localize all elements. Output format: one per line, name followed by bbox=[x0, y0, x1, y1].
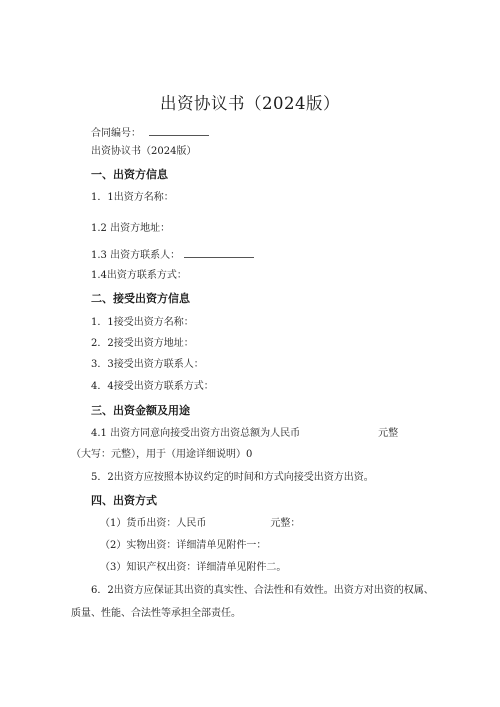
amount-unit: 元整 bbox=[378, 428, 399, 439]
investor-contact-method-line: 1.4出资方联系方式： bbox=[91, 270, 187, 281]
section-4-heading: 四、出资方式 bbox=[91, 494, 157, 507]
contract-number-blank bbox=[149, 124, 209, 136]
in-kind-contribution-line: （2）实物出资：详细清单见附件一： bbox=[100, 540, 267, 551]
section-3-heading: 三、出资金额及用途 bbox=[91, 404, 190, 417]
investor-contact-blank bbox=[184, 246, 254, 258]
cash-contribution-label: （1）货币出资：人民币 bbox=[100, 518, 207, 529]
investor-name-line: 1．1出资方名称： bbox=[91, 192, 174, 203]
section-2-heading: 二、接受出资方信息 bbox=[91, 292, 190, 305]
section-1-heading: 一、出资方信息 bbox=[91, 168, 168, 181]
payment-terms-line: 5．2出资方应按照本协议约定的时间和方式向接受出资方出资。 bbox=[91, 472, 374, 483]
amount-text: 4.1 出资方同意向接受出资方出资总额为人民币 bbox=[91, 428, 301, 439]
cash-contribution-line bbox=[100, 517, 300, 531]
amount-line bbox=[91, 427, 398, 441]
contract-number-line bbox=[91, 124, 209, 141]
recipient-contact-line: 3．3接受出资方联系人： bbox=[91, 359, 204, 370]
warranty-paragraph-line-2: 质量、性能、合法性等承担全部责任。 bbox=[71, 608, 241, 619]
cash-contribution-unit: 元整： bbox=[270, 518, 301, 529]
document-subtitle: 出资协议书（2024版） bbox=[91, 146, 197, 157]
recipient-address-line: 2．2接受出资方地址： bbox=[91, 338, 194, 349]
recipient-contact-method-line: 4．4接受出资方联系方式： bbox=[91, 381, 214, 392]
recipient-name-line: 1．1接受出资方名称： bbox=[91, 317, 194, 328]
investor-address-line: 1.2 出资方地址： bbox=[91, 223, 171, 234]
investor-contact-line bbox=[91, 246, 254, 263]
document-title: 出资协议书（2024版） bbox=[160, 94, 340, 113]
warranty-paragraph-line-1: 6．2出资方应保证其出资的真实性、合法性和有效性。出资方对出资的权属、 bbox=[91, 585, 434, 596]
amount-uppercase-line: （大写：元整），用于（用途详细说明）0 bbox=[71, 449, 253, 460]
contract-number-label: 合同编号： bbox=[91, 128, 141, 139]
investor-contact-label: 1.3 出资方联系人： bbox=[91, 250, 181, 261]
ip-contribution-line: （3）知识产权出资：详细清单见附件二。 bbox=[100, 562, 287, 573]
